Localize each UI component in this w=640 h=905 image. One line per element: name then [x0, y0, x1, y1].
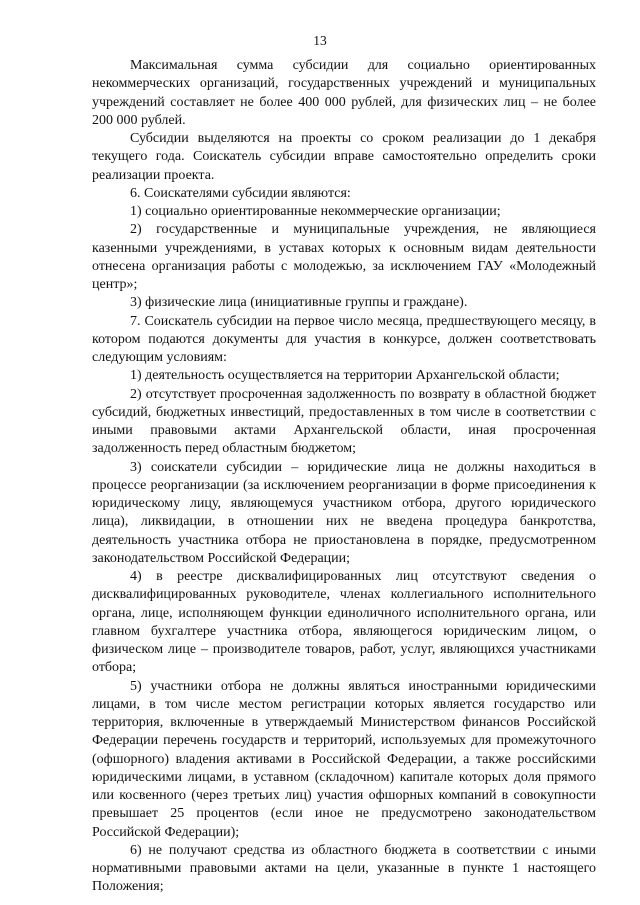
- paragraph-6-item-2: 2) государственные и муниципальные учреждения, не являющиеся казенными учреждениями, в уставах которых к основным видам деятельности отнесена организация работы с молодежью, за исключением ГАУ «Молодежный центр»;: [92, 222, 596, 292]
- paragraph-6-item-3: 3) физические лица (инициативные группы и граждане).: [130, 295, 468, 311]
- document-body: [92, 57, 596, 897]
- paragraph-6-item-1: 1) социально ориентированные некоммерческие организации;: [130, 204, 501, 219]
- paragraph-section-7-heading: 7. Соискатель субсидии на первое число месяца, предшествующего месяцу, в котором подаются документы для участия в конкурсе, должен соответствовать следующим условиям:: [92, 313, 596, 365]
- paragraph-7-item-3: 3) соискатели субсидии – юридические лица не должны находиться в процессе реорганизации (за исключением реорганизации в форме присоединения к юридическому лицу, являющемуся участником отбора, другого юридического лица), ликвидации, в отношении них не введена процедура банкротства, деятельность участника отбора не приостановлена в порядке, предусмотренном законодательством Российской Федерации;: [92, 459, 596, 566]
- page-number: 13: [313, 33, 327, 48]
- paragraph-7-item-1: 1) деятельность осуществляется на территории Архангельской области;: [130, 368, 560, 384]
- paragraph-7-item-4: 4) в реестре дисквалифицированных лиц отсутствуют сведения о дисквалифицированных руководителе, членах коллегиального исполнительного органа, лице, исполняющем функции единоличного исполнительного органа, или главном бухгалтере участника отбора, являющегося юридическим лицом, о физическом лице – производителе товаров, работ, услуг, являющихся участниками отбора;: [92, 569, 596, 676]
- paragraph-max-subsidy: Максимальная сумма субсидии для социально ориентированных некоммерческих организаций, государственных учреждений и муниципальных учреждений составляет не более 400 000 рублей, для физических лиц – не более 200 000 рублей.: [92, 58, 596, 128]
- paragraph-7-item-2: 2) отсутствует просроченная задолженность по возврату в областной бюджет субсидий, бюджетных инвестиций, предоставленных в том числе в соответствии с иными правовыми актами Архангельской области, иная просроченная задолженность перед областным бюджетом;: [92, 386, 596, 457]
- paragraph-7-item-6: 6) не получают средства из областного бюджета в соответствии с иными нормативными правовыми актами на цели, указанные в пункте 1 настоящего Положения;: [92, 842, 596, 895]
- paragraph-section-6-heading: 6. Соискателями субсидии являются:: [130, 185, 351, 201]
- paragraph-7-item-5: 5) участники отбора не должны являться иностранными юридическими лицами, в том числе местом регистрации которых является государство или территория, включенные в утверждаемый Министерством финансов Российской Федерации перечень государств и территорий, используемых для промежуточного (офшорного) владения активами в Российской Федерации, а также российскими юридическими лицами, в уставном (складочном) капитале которых доля прямого или косвенного (через третьих лиц) участия офшорных компаний в совокупности превышает 25 процентов (если иное не предусмотрено законодательством Российской Федерации);: [92, 678, 596, 840]
- paragraph-project-deadline: Субсидии выделяются на проекты со сроком реализации до 1 декабря текущего года. Соискатель субсидии вправе самостоятельно определить сроки реализации проекта.: [92, 131, 596, 183]
